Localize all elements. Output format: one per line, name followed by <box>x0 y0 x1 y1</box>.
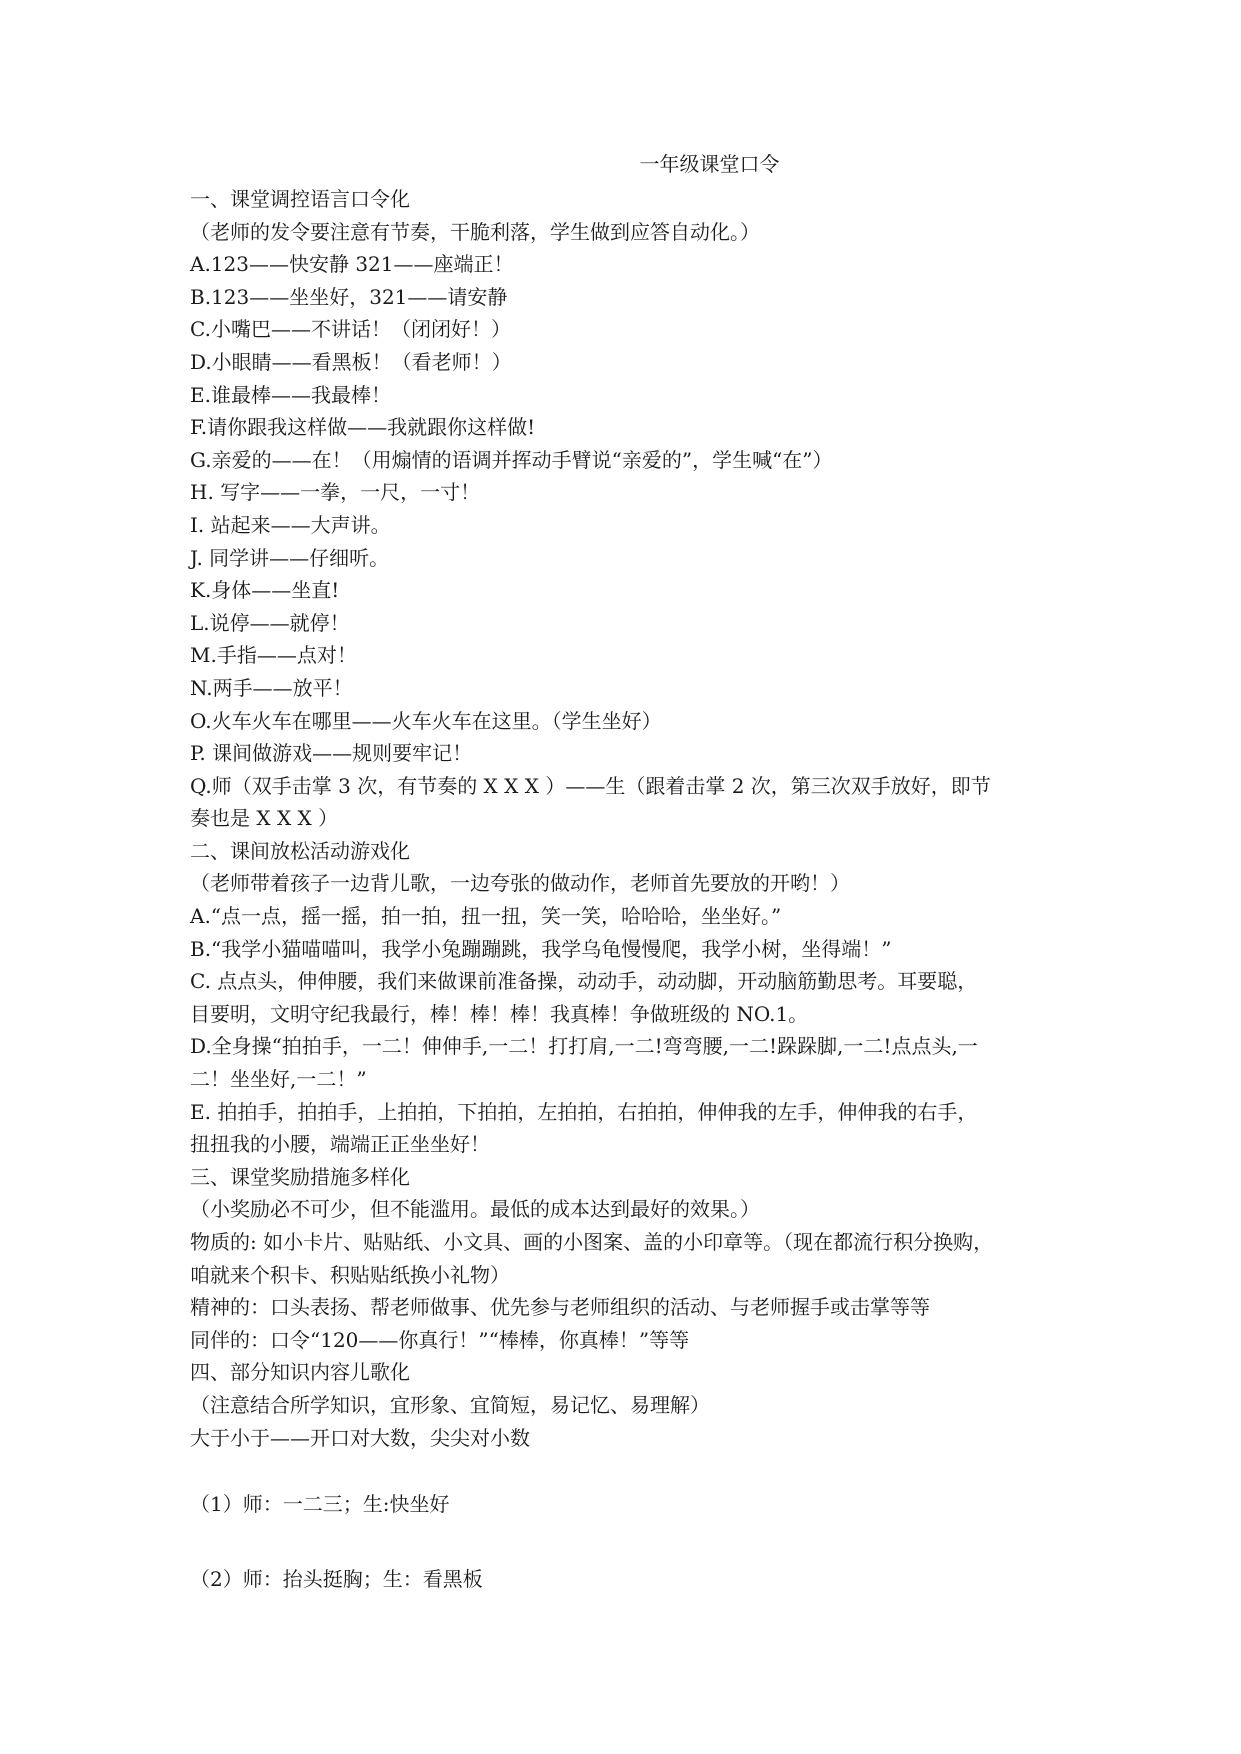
document-body <box>190 183 1070 1454</box>
call-response-2: （2）师：抬头挺胸；生：看黑板 <box>190 1567 483 1591</box>
section-note: （小奖励必不可少，但不能滥用。最低的成本达到最好的效果。） <box>190 1197 760 1222</box>
text-line: F.请你跟我这样做——我就跟你这样做! <box>190 415 536 440</box>
text-line: G.亲爱的——在！（用煽情的语调并挥动手臂说“亲爱的”，学生喊“在”） <box>190 447 833 472</box>
text-line: 目要明，文明守纪我最行，棒！棒！棒！我真棒！争做班级的 NO.1。 <box>190 1001 809 1026</box>
section-note: （老师的发令要注意有节奏，干脆利落，学生做到应答自动化。） <box>190 219 760 244</box>
text-line: 咱就来个积卡、积贴贴纸换小礼物） <box>190 1262 510 1287</box>
text-line: A.“点一点，摇一摇，拍一拍，扭一扭，笑一笑，哈哈哈，坐坐好。” <box>190 904 782 929</box>
text-line: E. 拍拍手，拍拍手，上拍拍，下拍拍，左拍拍，右拍拍，伸伸我的左手，伸伸我的右手， <box>190 1099 978 1124</box>
section-note: （老师带着孩子一边背儿歌，一边夸张的做动作，老师首先要放的开哟！） <box>190 871 850 896</box>
section-heading-1: 一、课堂调控语言口令化 <box>190 187 410 211</box>
text-line: 物质的: 如小卡片、贴贴纸、小文具、画的小图案、盖的小印章等。（现在都流行积分换购， <box>190 1230 994 1254</box>
text-line: O.火车火车在哪里——火车火车在这里。（学生坐好） <box>190 708 662 733</box>
section-heading-2: 二、课间放松活动游戏化 <box>190 838 410 863</box>
text-line: 同伴的：口令“120——你真行！”“棒棒，你真棒！”等等 <box>190 1327 690 1352</box>
text-line: B.123——坐坐好，321——请安静 <box>190 284 508 309</box>
section-note: （注意结合所学知识，宜形象、宜简短，易记忆、易理解） <box>190 1392 710 1417</box>
text-line: K.身体——坐直! <box>190 578 340 603</box>
text-line: A.123——快安静 321——座端正！ <box>190 252 514 277</box>
text-line: C. 点点头，伸伸腰，我们来做课前准备操，动动手，动动脚，开动脑筋勤思考。耳要聪， <box>190 969 978 994</box>
text-line: 奏也是 X X X ） <box>190 806 339 831</box>
text-line: I. 站起来——大声讲。 <box>190 512 391 537</box>
document-title: 一年级课堂口令 <box>639 152 780 176</box>
text-line: B.“我学小猫喵喵叫，我学小兔蹦蹦跳，我学乌龟慢慢爬，我学小树，坐得端！” <box>190 936 892 961</box>
text-line: D.全身操“拍拍手，一二！伸伸手,一二！打打肩,一二!弯弯腰,一二!跺跺脚,一二!点点头,一 <box>190 1034 978 1059</box>
text-line: H. 写字——一拳，一尺，一寸！ <box>190 480 481 505</box>
text-line: L.说停——就停！ <box>190 610 350 635</box>
text-line: E.谁最棒——我最棒！ <box>190 382 391 407</box>
section-heading-3: 三、课堂奖励措施多样化 <box>190 1164 410 1189</box>
text-line: D.小眼睛——看黑板！（看老师！） <box>190 349 512 374</box>
text-line: Q.师（双手击掌 3 次，有节奏的 X X X ）——生（跟着击掌 2 次，第三次双手放好，即节 <box>190 773 991 798</box>
text-line: 扭扭我的小腰，端端正正坐坐好！ <box>190 1132 490 1157</box>
text-line: C.小嘴巴——不讲话！（闭闭好！） <box>190 317 511 342</box>
text-line: J. 同学讲——仔细听。 <box>190 545 390 570</box>
section-heading-4: 四、部分知识内容儿歌化 <box>190 1360 410 1385</box>
text-line: P. 课间做游戏——规则要牢记！ <box>190 741 473 766</box>
text-line: M.手指——点对！ <box>190 643 357 668</box>
text-line: 精神的：口头表扬、帮老师做事、优先参与老师组织的活动、与老师握手或击掌等等 <box>190 1295 930 1320</box>
text-line: 大于小于——开口对大数，尖尖对小数 <box>190 1425 530 1450</box>
text-line: 二！坐坐好,一二！” <box>190 1067 367 1092</box>
text-line: N.两手——放平！ <box>190 675 353 700</box>
call-response-1: （1）师：一二三；生:快坐好 <box>190 1492 450 1516</box>
